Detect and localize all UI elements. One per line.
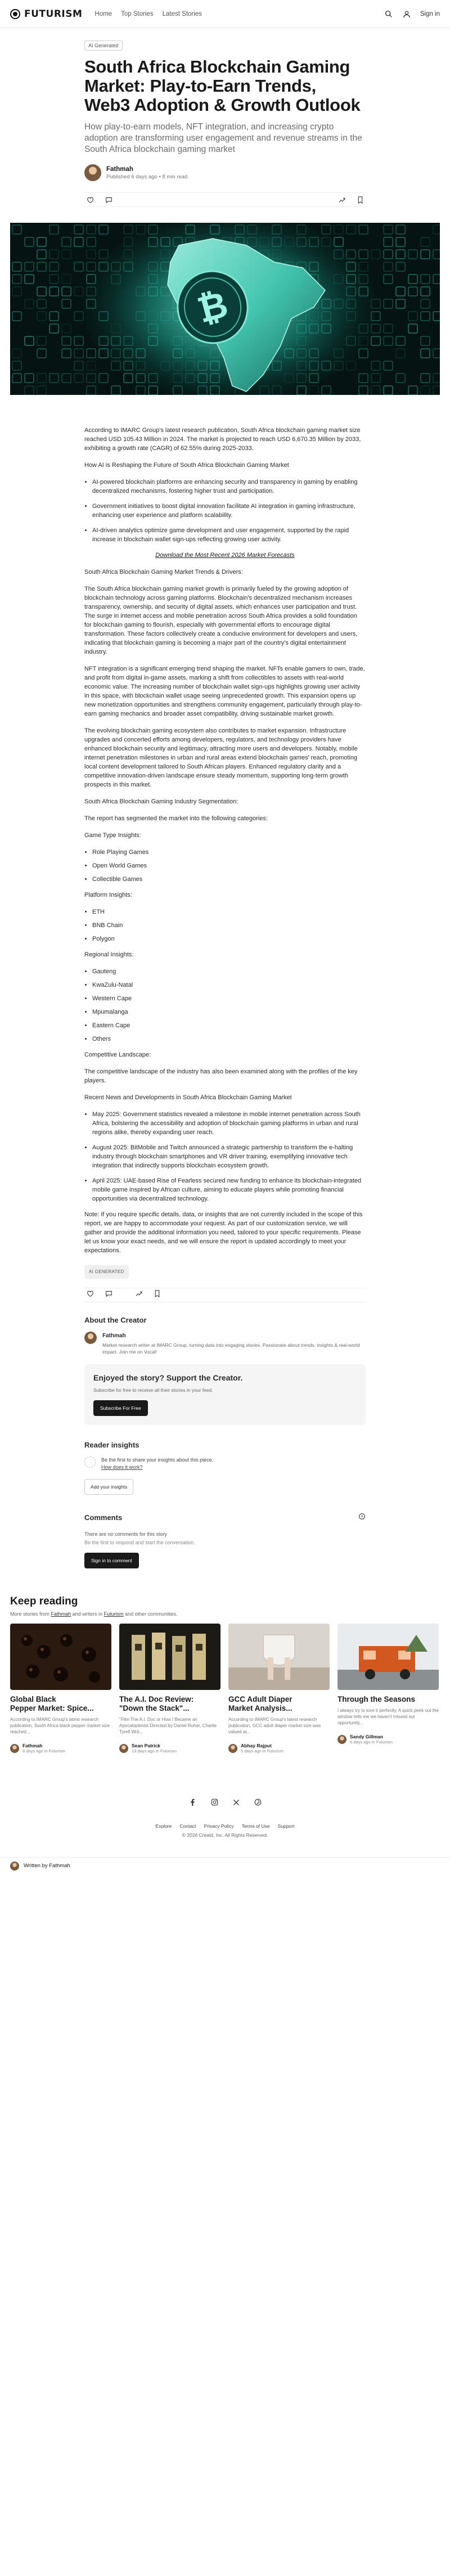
list-item: • BNB Chain	[92, 921, 366, 930]
article-meta: Published 6 days ago • 8 min read	[106, 173, 188, 180]
written-by-bar[interactable]	[0, 1857, 450, 1874]
news-heading: Recent News and Developments in South Africa Blockchain Gaming Market	[84, 1094, 292, 1101]
story-meta: 5 days ago in Futurism	[241, 1748, 284, 1754]
footer-links	[0, 1823, 450, 1829]
africa-bitcoin-illustration	[10, 223, 440, 395]
written-by-text[interactable]: Written by Fathmah	[24, 1863, 70, 1869]
instagram-icon[interactable]	[211, 1799, 218, 1809]
avatar[interactable]	[84, 1332, 97, 1344]
forecast-download-link[interactable]: Download the Most Recent 2026 Market Forecasts	[155, 552, 295, 559]
footer-link-explore[interactable]: Explore	[155, 1823, 172, 1829]
sign-in-to-comment-button[interactable]: Sign in to comment	[84, 1553, 139, 1568]
support-title: Enjoyed the story? Support the Creator.	[93, 1373, 243, 1382]
segmentation-intro: The report has segmented the market into the following categories:	[84, 815, 268, 822]
story-meta: 13 days ago in Futurism	[132, 1748, 177, 1754]
insights-prompt: Be the first to share your insights about this piece.	[101, 1457, 214, 1463]
list-item: • Western Cape	[92, 994, 366, 1003]
list-item: • Open World Games	[92, 861, 366, 870]
subscribe-button[interactable]: Subscribe For Free	[93, 1400, 148, 1416]
tip-icon[interactable]	[135, 1290, 143, 1300]
story-title[interactable]: Pepper Market: Spice...	[10, 1704, 94, 1712]
comment-cta-text: Be the first to respond and start the conversation.	[84, 1540, 195, 1545]
copyright: © 2026 Creatd, Inc. All Rights Reserved.	[182, 1832, 268, 1838]
story-excerpt: "Film The A.I. Doc or How I Became an Apocaloptimist Directed by Daniel Roher, Charlie Tyrell Writ...	[119, 1717, 217, 1734]
article-title: South Africa Blockchain Gaming Market: Play-to-Earn Trends, Web3 Adoption & Growth Outlook	[84, 57, 361, 115]
story-title[interactable]: GCC Adult Diaper	[228, 1695, 292, 1703]
segmentation-heading: South Africa Blockchain Gaming Industry Segmentation:	[84, 798, 238, 805]
list-item: • Others	[92, 1035, 366, 1044]
story-thumbnail-seasons	[338, 1624, 439, 1690]
brand-logo[interactable]	[10, 8, 82, 20]
comment-settings-icon[interactable]	[358, 1513, 366, 1523]
comment-icon[interactable]	[105, 1290, 112, 1300]
story-title[interactable]: Through the Seasons	[338, 1695, 416, 1703]
footer-link-terms[interactable]: Terms of Use	[241, 1823, 270, 1829]
story-cards	[10, 1624, 440, 1754]
keep-reading	[10, 1595, 440, 1754]
regional-list	[84, 967, 366, 1044]
reader-insights	[84, 1441, 366, 1495]
story-thumbnail-doc	[119, 1624, 220, 1690]
avatar[interactable]	[228, 1744, 237, 1753]
note-paragraph: Note: If you require specific details, data, or insights that are not currently included in the scope of this report, we are happy to accommodate your request. As part of our customization service, we will gather and provide the additional information you need, tailored to your specific requirements. Please let us know your exact needs, and we will ensure the report is updated accordingly to meet your expectations.	[84, 1211, 363, 1254]
footer-link-privacy[interactable]: Privacy Policy	[204, 1823, 234, 1829]
social-links	[0, 1799, 450, 1809]
top-bar	[0, 0, 450, 28]
svg-text:₿: ₿	[193, 284, 233, 332]
nav-home[interactable]: Home	[94, 10, 112, 17]
add-insights-button[interactable]: Add your insights	[84, 1479, 133, 1495]
x-icon[interactable]	[233, 1799, 240, 1809]
trends-paragraph-1: The South Africa blockchain gaming market growth is primarily fueled by the growing adoption of blockchain technology across gaming platforms. Blockchain's decentralized mechanism increases transparency, ownership, and security of digital assets, which enhances user participation and trust. The surge in internet access and mobile penetration across South Africa provides a solid foundation for blockchain gaming to flourish, especially with governmental efforts to encourage digital transformation. These factors collectively create a conducive environment for developers and users, indicating that blockchain gaming is becoming a major part of the country's digital entertainment industry.	[84, 586, 358, 655]
bookmark-icon[interactable]	[357, 196, 363, 204]
list-item: • Collectible Games	[92, 875, 366, 884]
author-row	[84, 164, 366, 181]
search-icon[interactable]	[384, 10, 393, 19]
footer-link-contact[interactable]: Contact	[179, 1823, 196, 1829]
insights-placeholder-icon	[84, 1456, 96, 1468]
community-link[interactable]: Futurism	[104, 1611, 124, 1617]
story-meta: 8 days ago in Futurism	[22, 1748, 65, 1754]
author-link[interactable]: Fathmah	[51, 1611, 71, 1617]
story-excerpt: According to IMARC Group's latest research publication, South Africa black pepper market size reached...	[10, 1717, 110, 1734]
nav-top-stories[interactable]: Top Stories	[121, 10, 154, 17]
avatar[interactable]	[84, 164, 101, 181]
story-card[interactable]	[119, 1624, 220, 1754]
avatar[interactable]	[338, 1735, 346, 1744]
platform-heading: Platform Insights:	[84, 892, 132, 898]
list-item: • KwaZulu-Natal	[92, 981, 366, 990]
story-thumbnail-pepper	[10, 1624, 111, 1690]
article-action-bar-bottom	[84, 1288, 366, 1302]
comment-icon[interactable]	[105, 196, 112, 204]
story-card[interactable]	[228, 1624, 330, 1754]
avatar[interactable]	[10, 1862, 19, 1871]
story-title[interactable]: Market Analysis...	[228, 1704, 292, 1712]
nav-latest-stories[interactable]: Latest Stories	[162, 10, 202, 17]
list-item: • Government initiatives to boost digital innovation facilitate AI integration in gaming infrastructure, enhancing user experience and platform scalability.	[92, 502, 366, 520]
story-title[interactable]: Global Black	[10, 1695, 56, 1703]
hero-image	[10, 223, 440, 395]
avatar[interactable]	[119, 1744, 128, 1753]
game-type-list	[84, 848, 366, 884]
ai-generated-badge: AI Generated	[84, 41, 123, 51]
list-item: • Eastern Cape	[92, 1021, 366, 1030]
story-title[interactable]: The A.I. Doc Review:	[119, 1695, 194, 1703]
story-thumbnail-diaper	[228, 1624, 330, 1690]
ai-heading: How AI is Reshaping the Future of South Africa Blockchain Gaming Market	[84, 462, 289, 469]
article-body	[84, 426, 366, 1568]
news-list	[84, 1110, 366, 1203]
article-action-bar	[84, 192, 366, 207]
like-icon[interactable]	[87, 196, 94, 204]
creator-card	[84, 1332, 366, 1355]
story-card[interactable]	[10, 1624, 111, 1754]
list-item: • AI-powered blockchain platforms are enhancing security and transparency in gaming by enabling decentralized mechanisms, fostering higher trust and participation.	[92, 478, 366, 496]
story-author[interactable]: Sandy Gillman	[350, 1734, 384, 1739]
list-item: • Gauteng	[92, 967, 366, 976]
story-meta: 6 days ago in Futurism	[350, 1739, 393, 1745]
account-icon[interactable]	[402, 10, 411, 19]
no-comments-text: There are no comments for this story	[84, 1531, 168, 1537]
brand-name: FUTURISM	[24, 8, 83, 20]
ai-generated-tag[interactable]: AI GENERATED	[84, 1265, 129, 1279]
comments-heading: Comments	[84, 1513, 123, 1522]
list-item: • May 2025: Government statistics revealed a milestone in mobile internet penetration across South Africa, bolstering the accessibility and adoption of blockchain gaming platforms in urban and rural regions alike, thereby expanding user reach.	[92, 1110, 366, 1137]
article-header	[84, 28, 366, 207]
story-card[interactable]	[338, 1624, 439, 1754]
story-title[interactable]: "Down the Stack"...	[119, 1704, 190, 1712]
tip-icon[interactable]	[338, 196, 346, 204]
article-subtitle: How play-to-earn models, NFT integration, and increasing crypto adoption are transforming user engagement and revenue streams in the South Africa blockchain gaming market	[84, 122, 362, 154]
how-it-works-link[interactable]: How does it work?	[101, 1464, 143, 1470]
list-item: • AI-driven analytics optimize game development and user engagement, supported by the rapid increase in blockchain wallet sign-ups reflecting growing user activity.	[92, 526, 366, 544]
list-item: • April 2025: UAE-based Rise of Fearless secured new funding to enhance its blockchain-integrated mobile game inspired by African culture, aiming to educate players while promoting financial opportunities via decentralized technology.	[92, 1176, 366, 1203]
pinterest-icon[interactable]	[254, 1799, 262, 1809]
story-author[interactable]: Abhay Rajput	[241, 1743, 272, 1748]
reader-insights-heading: Reader insights	[84, 1441, 140, 1449]
footer-link-support[interactable]: Support	[277, 1823, 295, 1829]
creator-name[interactable]: Fathmah	[102, 1333, 126, 1339]
keep-reading-subtitle: More stories from Fathmah and writers in Futurism and other communities.	[10, 1611, 178, 1617]
competitive-heading: Competitive Landscape:	[84, 1051, 151, 1058]
list-item: • Polygon	[92, 934, 366, 943]
trends-paragraph-2: NFT integration is a significant emerging trend shaping the market. NFTs enable gamers to own, trade, and profit from digital in-game assets, marking a shift from collectibles to assets with real-world economic value. The increasing number of blockchain wallet sign-ups highlights growing user activity in this space, with blockchain wallet usage seeing unprecedented growth. This expansion opens up new monetization opportunities and strengthens community engagement, particularly through play-to-earn gaming mechanics and broader asset compatibility, driving sustainable market growth.	[84, 666, 365, 717]
trends-heading: South Africa Blockchain Gaming Market Trends & Drivers:	[84, 569, 243, 576]
about-creator-heading: About the Creator	[84, 1316, 147, 1324]
competitive-text: The competitive landscape of the industry has also been examined along with the profiles of the key players.	[84, 1068, 358, 1084]
footer	[0, 1799, 450, 1874]
support-box	[84, 1364, 366, 1425]
story-author[interactable]: Sean Patrick	[132, 1743, 161, 1748]
bookmark-icon[interactable]	[154, 1290, 160, 1300]
story-excerpt: According to IMARC Group's latest research publication, GCC adult diaper market size was valued at...	[228, 1717, 321, 1734]
like-icon[interactable]	[87, 1290, 94, 1300]
keep-reading-heading: Keep reading	[10, 1595, 78, 1607]
list-item: • Mpumalanga	[92, 1008, 366, 1017]
main-nav	[94, 11, 202, 17]
list-item: • August 2025: BitMobile and Twitch announced a strategic partnership to transform the e-halting industry through blockchain smartphones and VR driver training, exemplifying innovative tech integration that indirectly supports blockchain ecosystem growth.	[92, 1143, 366, 1170]
futurism-logo-icon	[10, 9, 20, 19]
support-subtitle: Subscribe for free to receive all their stories in your feed.	[93, 1387, 213, 1393]
facebook-icon[interactable]	[189, 1799, 196, 1809]
creator-bio: Market research writer at IMARC Group, turning data into engaging stories. Passionate about trends, insights & real-world impact. Join me on Vocal!	[102, 1342, 360, 1355]
intro-paragraph: According to IMARC Group's latest research publication, South Africa blockchain gaming market size reached USD 105.43 Million in 2024. The market is projected to reach USD 6,670.35 Million by 2033, exhibiting a growth rate (CAGR) of 62.55% during 2025-2033.	[84, 427, 361, 452]
list-item: • Role Playing Games	[92, 848, 366, 857]
story-excerpt: I always try to love it perfectly. A quick peek out the window tells me we haven't missed our opportunity...	[338, 1708, 439, 1725]
trends-paragraph-3: The evolving blockchain gaming ecosystem also contributes to market expansion. Infrastructure upgrades and concerted efforts among developers, regulators, and technology providers have enhanced blockchain security and legitimacy, attracting more users and developers. Notably, mobile internet penetration milestones in urban and rural areas extend blockchain games' reach, promoting local content development tailored to South African players. Enhanced regulatory clarity and a competitive innovation-driven landscape ensure steady momentum, supporting long-term growth prospects in this market.	[84, 727, 358, 788]
game-type-heading: Game Type Insights:	[84, 832, 141, 839]
header-actions	[384, 10, 440, 19]
avatar[interactable]	[10, 1744, 19, 1753]
story-author[interactable]: Fathmah	[22, 1743, 43, 1748]
platform-list	[84, 907, 366, 943]
sign-in-link[interactable]: Sign in	[420, 10, 440, 17]
regional-heading: Regional Insights:	[84, 951, 134, 958]
author-name[interactable]: Fathmah	[106, 165, 133, 173]
list-item: • ETH	[92, 907, 366, 916]
ai-bullet-list	[84, 478, 366, 544]
